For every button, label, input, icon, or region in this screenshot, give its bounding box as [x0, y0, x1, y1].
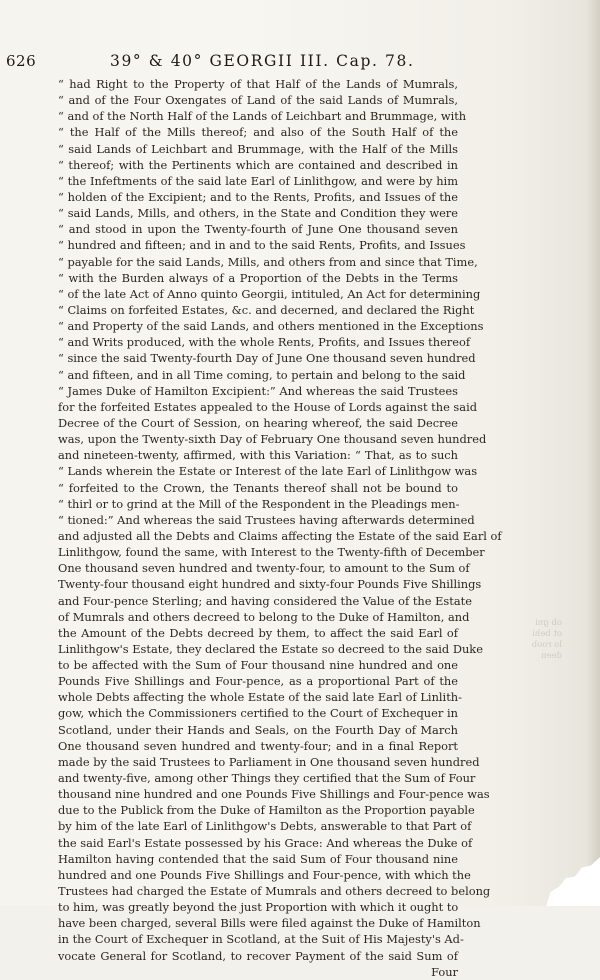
text-line: was, upon the Twenty-sixth Day of February One thousand seven hundred [58, 432, 487, 447]
text-line: in the Court of Exchequer in Scotland, at the Suit of His Majesty's Ad- [58, 932, 464, 947]
text-line: “ tioned:” And whereas the said Trustees having afterwards determined [58, 512, 475, 527]
text-line: Twenty-four thousand eight hundred and sixty-four Pounds Five Shillings [58, 577, 482, 592]
text-line: “ the Infeftments of the said late Earl of Linlithgow, and were by him [58, 173, 458, 188]
text-line: “ and of the Four Oxengates of Land of the said Lands of Mumrals, [58, 93, 458, 108]
text-line: and nineteen-twenty, affirmed, with this Variation: “ That, as to such [58, 448, 458, 463]
text-line: “ said Lands of Leichbart and Brummage, with the Half of the Mills [58, 141, 458, 156]
text-line: One thousand seven hundred and twenty-four; and in a final Report [58, 738, 458, 753]
text-line: due to the Publick from the Duke of Hamilton as the Proportion payable [58, 803, 475, 818]
show-through-text: ob gni ot behi lo roob deen [531, 618, 562, 661]
text-line: “ forfeited to the Crown, the Tenants thereof shall not be bound to [58, 480, 458, 495]
text-line: “ thirl or to grind at the Mill of the Respondent in the Pleadings men- [58, 496, 460, 511]
text-line: Four [431, 964, 458, 979]
text-line: “ had Right to the Property of that Half of the Lands of Mumrals, [58, 77, 458, 91]
body-text [58, 76, 502, 980]
text-line: “ of the late Act of Anno quinto Georgii, intituled, An Act for determining [58, 286, 481, 301]
text-line: Decree of the Court of Session, on hearing whereof, the said Decree [58, 415, 458, 430]
page-number: 626 [6, 52, 37, 70]
text-line: “ and fifteen, and in all Time coming, to pertain and belong to the said [58, 367, 466, 382]
text-line: “ holden of the Excipient; and to the Rents, Profits, and Issues of the [58, 189, 458, 204]
page-header [0, 52, 600, 76]
text-line: Pounds Five Shillings and Four-pence, as a proportional Part of the [58, 674, 458, 689]
text-line: and Four-pence Sterling; and having considered the Value of the Estate [58, 593, 472, 608]
text-line: “ and Writs produced, with the whole Rents, Profits, and Issues thereof [58, 335, 471, 350]
text-line: Hamilton having contended that the said Sum of Four thousand nine [58, 851, 458, 866]
text-line: to him, was greatly beyond the just Proportion with which it ought to [58, 900, 459, 915]
text-line: “ Claims on forfeited Estates, &c. and decerned, and declared the Right [58, 302, 475, 317]
text-line: “ James Duke of Hamilton Excipient:” And whereas the said Trustees [58, 383, 458, 398]
text-line: “ thereof; with the Pertinents which are contained and described in [58, 157, 458, 172]
text-line: by him of the late Earl of Linlithgow's Debts, answerable to that Part of [58, 819, 472, 834]
text-line: “ and Property of the said Lands, and others mentioned in the Exceptions [58, 319, 484, 334]
text-line: the Amount of the Debts decreed by them, to affect the said Earl of [58, 625, 458, 640]
text-line: and adjusted all the Debts and Claims affecting the Estate of the said Earl of [58, 528, 502, 543]
text-line: “ since the said Twenty-fourth Day of June One thousand seven hundred [58, 351, 476, 366]
text-line: One thousand seven hundred and twenty-four, to amount to the Sum of [58, 561, 470, 576]
text-line: gow, which the Commissioners certified to the Court of Exchequer in [58, 706, 458, 721]
text-line: thousand nine hundred and one Pounds Five Shillings and Four-pence was [58, 787, 490, 802]
text-line: whole Debts affecting the whole Estate of the said late Earl of Linlith- [58, 690, 462, 705]
text-line: Scotland, under their Hands and Seals, on the Fourth Day of March [58, 722, 458, 737]
text-line: and twenty-five, among other Things they certified that the Sum of Four [58, 771, 476, 786]
text-line: “ hundred and fifteen; and in and to the said Rents, Profits, and Issues [58, 238, 466, 253]
text-line: the said Earl's Estate possessed by his Grace: And whereas the Duke of [58, 835, 473, 850]
text-line: “ payable for the said Lands, Mills, and others from and since that Time, [58, 254, 478, 269]
running-title: 39° & 40° GEORGII III. Cap. 78. [110, 52, 415, 70]
text-line: Linlithgow's Estate, they declared the Estate so decreed to the said Duke [58, 641, 483, 656]
text-line: “ the Half of the Mills thereof; and also of the South Half of the [58, 125, 458, 140]
text-line: “ Lands wherein the Estate or Interest of the late Earl of Linlithgow was [58, 464, 478, 479]
text-line: vocate General for Scotland, to recover Payment of the said Sum of [58, 948, 458, 963]
text-line: have been charged, several Bills were filed against the Duke of Hamilton [58, 916, 481, 931]
text-line: for the forfeited Estates appealed to the House of Lords against the said [58, 399, 478, 414]
text-line: “ with the Burden always of a Proportion of the Debts in the Terms [58, 270, 458, 285]
text-line: made by the said Trustees to Parliament in One thousand seven hundred [58, 754, 480, 769]
text-line: of Mumrals and others decreed to belong to the Duke of Hamilton, and [58, 609, 470, 624]
page-edge-shadow [586, 0, 600, 906]
text-line: “ and stood in upon the Twenty-fourth of June One thousand seven [58, 222, 458, 237]
text-line: Trustees had charged the Estate of Mumrals and others decreed to belong [58, 884, 491, 899]
text-line: Linlithgow, found the same, with Interest to the Twenty-fifth of December [58, 545, 485, 560]
text-line: hundred and one Pounds Five Shillings and Four-pence, with which the [58, 867, 471, 882]
text-line: “ and of the North Half of the Lands of Leichbart and Brummage, with [58, 109, 467, 124]
text-line: “ said Lands, Mills, and others, in the State and Condition they were [58, 206, 458, 221]
text-line: to be affected with the Sum of Four thousand nine hundred and one [58, 658, 458, 673]
